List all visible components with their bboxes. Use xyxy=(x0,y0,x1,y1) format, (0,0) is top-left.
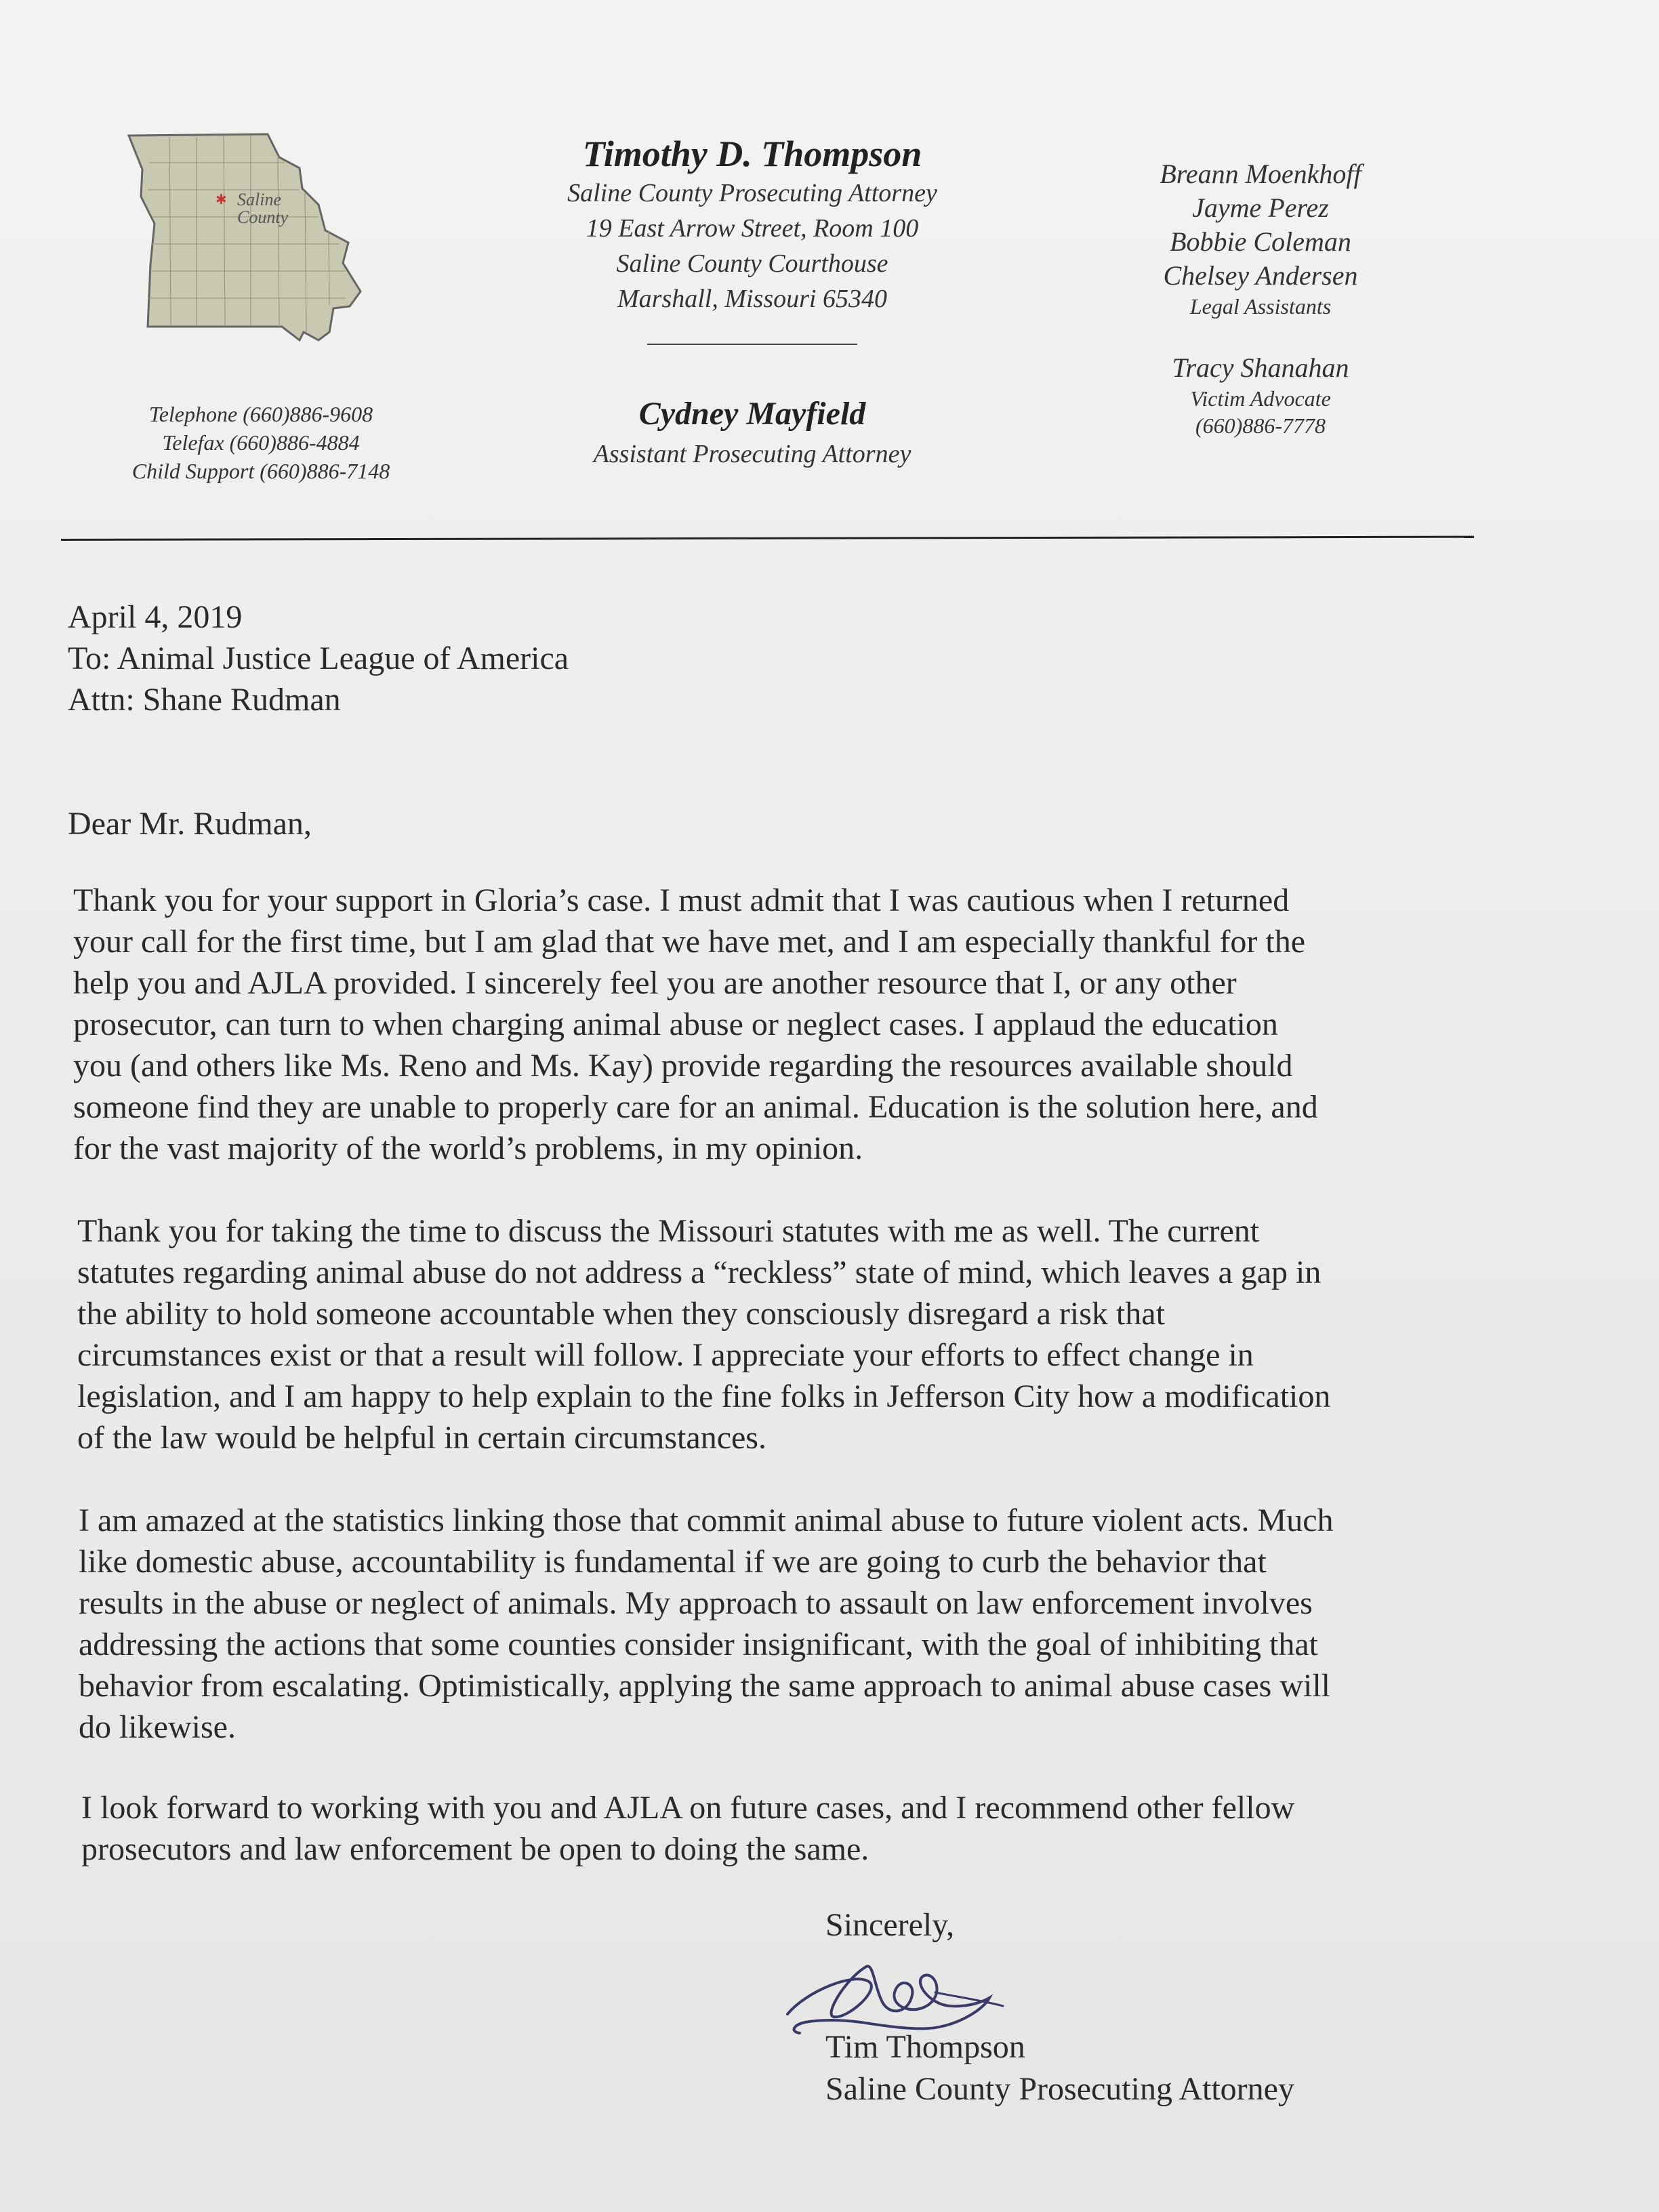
paragraph-line: Thank you for taking the time to discuss the Missouri statutes with me as well. The current xyxy=(77,1213,1260,1249)
paragraph-line: prosecutors and law enforcement be open to doing the same. xyxy=(81,1831,869,1867)
telefax-number: Telefax (660)886-4884 xyxy=(162,430,360,455)
paragraph-line: I am amazed at the statistics linking those that commit animal abuse to future violent acts. Much xyxy=(79,1502,1334,1538)
paragraph-line: of the law would be helpful in certain circumstances. xyxy=(77,1420,766,1456)
legal-assistants-label: Legal Assistants xyxy=(1189,294,1332,319)
legal-assistant-name: Bobbie Coleman xyxy=(1170,226,1351,257)
paragraph-line: you (and others like Ms. Reno and Ms. Kay) provide regarding the resources available should xyxy=(73,1048,1293,1084)
paragraph-line: for the vast majority of the world’s problems, in my opinion. xyxy=(73,1130,863,1166)
assistant-name: Cydney Mayfield xyxy=(638,396,866,432)
paragraph-line: do likewise. xyxy=(79,1709,236,1745)
salutation: Dear Mr. Rudman, xyxy=(68,806,312,842)
paragraph-line: prosecutor, can turn to when charging animal abuse or neglect cases. I applaud the education xyxy=(73,1006,1278,1042)
prosecutor-name: Timothy D. Thompson xyxy=(582,134,922,174)
paragraph-line: Thank you for your support in Gloria’s case. I must admit that I was cautious when I returned xyxy=(73,882,1290,918)
letter-date: April 4, 2019 xyxy=(68,599,243,635)
missouri-map-logo xyxy=(122,129,393,346)
map-county-label: Saline County xyxy=(237,190,289,227)
advocate-name: Tracy Shanahan xyxy=(1172,352,1349,383)
closing: Sincerely, xyxy=(825,1907,955,1943)
paragraph-line: addressing the actions that some counties consider insignificant, with the goal of inhibiting that xyxy=(79,1626,1318,1662)
telephone-number: Telephone (660)886-9608 xyxy=(148,402,373,426)
paragraph-line: I look forward to working with you and AJLA on future cases, and I recommend other fellow xyxy=(81,1790,1295,1826)
paragraph-line: your call for the first time, but I am glad that we have met, and I am especially thankful for the xyxy=(73,924,1306,960)
paragraph-line: circumstances exist or that a result will follow. I appreciate your efforts to effect change in xyxy=(77,1337,1254,1373)
letterhead-staff xyxy=(1078,157,1443,439)
paragraph-line: like domestic abuse, accountability is fundamental if we are going to curb the behavior that xyxy=(79,1544,1267,1580)
paragraph-line: results in the abuse or neglect of animals. My approach to assault on law enforcement involves xyxy=(79,1585,1313,1621)
child-support-number: Child Support (660)886-7148 xyxy=(131,459,390,483)
signer-title: Saline County Prosecuting Attorney xyxy=(825,2071,1294,2107)
paragraph-line: behavior from escalating. Optimistically, applying the same approach to animal abuse cases will xyxy=(79,1668,1330,1704)
paragraph-line: statutes regarding animal abuse do not address a “reckless” state of mind, which leaves a gap in xyxy=(77,1254,1322,1290)
address-line: Saline County Courthouse xyxy=(616,249,888,278)
address-line: 19 East Arrow Street, Room 100 xyxy=(586,214,919,243)
paragraph-line: someone find they are unable to properly care for an animal. Education is the solution here, and xyxy=(73,1089,1318,1125)
legal-assistant-name: Jayme Perez xyxy=(1192,192,1329,223)
letterhead-rule xyxy=(61,536,1474,541)
body-paragraph xyxy=(79,1500,1488,1748)
address-line: Saline County Prosecuting Attorney xyxy=(567,179,937,207)
body-paragraph xyxy=(77,1210,1487,1458)
address-line: Marshall, Missouri 65340 xyxy=(617,285,887,313)
letterhead-center xyxy=(488,132,1017,345)
letter-meta xyxy=(68,596,569,720)
letter-attention: Attn: Shane Rudman xyxy=(68,682,341,718)
legal-assistant-name: Breann Moenkhoff xyxy=(1160,159,1361,189)
advocate-phone: (660)886-7778 xyxy=(1195,413,1326,438)
assistant-title: Assistant Prosecuting Attorney xyxy=(593,440,912,468)
body-paragraph xyxy=(73,880,1483,1169)
signer-name: Tim Thompson xyxy=(825,2029,1025,2065)
header-divider xyxy=(647,344,857,345)
body-paragraph xyxy=(81,1787,1491,1870)
contact-phones xyxy=(102,400,420,485)
advocate-title: Victim Advocate xyxy=(1190,386,1331,411)
letter-recipient: To: Animal Justice League of America xyxy=(68,640,569,676)
paragraph-line: legislation, and I am happy to help explain to the fine folks in Jefferson City how a modification xyxy=(77,1378,1331,1414)
saline-county-marker-icon: ✱ xyxy=(216,192,227,207)
paragraph-line: the ability to hold someone accountable when they consciously disregard a risk that xyxy=(77,1296,1165,1332)
legal-assistant-name: Chelsey Andersen xyxy=(1163,260,1358,291)
signature-block xyxy=(825,2026,1294,2110)
paragraph-line: help you and AJLA provided. I sincerely feel you are another resource that I, or any other xyxy=(73,965,1237,1001)
